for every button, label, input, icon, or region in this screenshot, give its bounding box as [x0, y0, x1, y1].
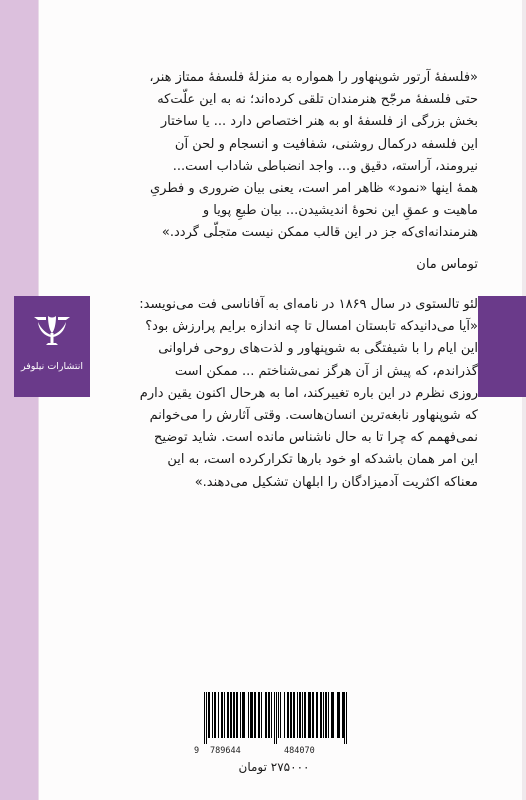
- barcode-bar: [261, 692, 262, 738]
- barcode-bar: [221, 692, 223, 738]
- barcode-bar: [320, 692, 322, 738]
- barcode-bar: [268, 692, 270, 738]
- quote-author: توماس مان: [416, 257, 478, 272]
- barcode-guard-bar: [204, 692, 205, 744]
- quote-line: این امر همان باشدکه او خود بارها تکرارکرده است، به این: [167, 452, 478, 468]
- publisher-name: انتشارات نیلوفر: [20, 361, 84, 372]
- isbn-number: [196, 746, 352, 758]
- quote-line: بخش بزرگی از فلسفهٔ او به هنر اختصاص دارد ... یا ساختار: [160, 114, 478, 130]
- isbn-group-left: 789644: [210, 746, 241, 756]
- publisher-logo: [14, 296, 90, 397]
- quote-line: این فلسفه درکمال روشنی، شفافیت و انسجام و لحن آن: [174, 136, 478, 152]
- barcode-bar: [248, 692, 249, 738]
- quote-line: ماهیت و عمقِ این نحوهٔ اندیشیدن... بیان طبعِ پویا و: [202, 203, 478, 219]
- quote-line: «آیا می‌دانیدکه تابستان امسال تا چه اندازه برایم پرارزش بود؟: [145, 319, 478, 335]
- barcode-bar: [280, 692, 281, 738]
- barcode-guard-bar: [274, 692, 275, 744]
- barcode-bar: [258, 692, 260, 738]
- barcode-bar: [304, 692, 306, 738]
- barcode-bar: [284, 692, 285, 738]
- barcode-guard-bar: [346, 692, 347, 744]
- quote-line: «فلسفهٔ آرتور شوپنهاور را همواره به منزلهٔ فلسفهٔ ممتاز هنر،: [149, 70, 478, 85]
- barcode-bar: [328, 692, 329, 738]
- barcode-guard-bar: [276, 692, 277, 744]
- barcode-bar: [302, 692, 303, 738]
- barcode-bar: [293, 692, 295, 738]
- barcode-bar: [233, 692, 235, 738]
- barcode-bar: [242, 692, 245, 738]
- barcode-bar: [227, 692, 229, 738]
- barcode-bar: [218, 692, 219, 738]
- quote-line: لئو تالستوی در سال ۱۸۶۹ در نامه‌ای به آفاناسی فت می‌نویسد:: [139, 297, 478, 312]
- barcode-bar: [331, 692, 334, 738]
- barcode-bar: [337, 692, 340, 738]
- isbn-group-right: 484070: [284, 746, 315, 756]
- quote-line: همهٔ اینها «نمود» ظاهر امر است، یعنی بیان ضروری و فطریِ: [149, 181, 478, 197]
- barcode-bar: [254, 692, 256, 738]
- quote-line: نیرومند، آراسته، دقیق و... واجد انضباطی شاداب است...: [172, 158, 478, 174]
- barcode-bar: [278, 692, 279, 738]
- thomas-mann-quote: [78, 67, 478, 245]
- quote-line: هنرمندانه‌ای‌که جز در این قالب ممکن نیست متجلّی گردد.»: [161, 225, 478, 241]
- tolstoy-quote: [78, 294, 478, 494]
- barcode-guard-bar: [344, 692, 345, 744]
- quote-line: روزی نظرم در این باره تغییرکند، اما به هرحال اکنون یقین دارم: [139, 385, 478, 401]
- decorative-tab: [478, 296, 526, 397]
- page-edge: [522, 0, 526, 800]
- cover-spine-band: [0, 0, 38, 800]
- barcode-bar: [299, 692, 301, 738]
- barcode-bar: [230, 692, 232, 738]
- quote-line: معناکه اکثریت آدمیزادگان را ابلهان تشکیل می‌دهند.»: [194, 474, 478, 490]
- barcode-bar: [214, 692, 216, 738]
- barcode-bar: [290, 692, 292, 738]
- barcode-bar: [287, 692, 289, 738]
- barcode-bar: [236, 692, 238, 738]
- barcode-bar: [323, 692, 324, 738]
- quote-line: گذراندم، که پیش از آن هرگز نمی‌شناختم ... ممکن است: [174, 363, 478, 379]
- barcode-bar: [212, 692, 213, 738]
- barcode-bar: [342, 692, 344, 738]
- price-label: ۲۷۵۰۰۰ تومان: [238, 760, 310, 774]
- barcode-bar: [224, 692, 225, 738]
- barcode-bar: [271, 692, 272, 738]
- barcode-bar: [316, 692, 318, 738]
- barcode-bar: [208, 692, 210, 738]
- barcode-guard-bar: [206, 692, 207, 744]
- isbn-prefix: 9: [194, 746, 200, 756]
- quote-line: این ایام را با شیفتگی به شوپنهاور و لذت‌های روحی فراوانی: [158, 341, 478, 357]
- barcode-bar: [250, 692, 253, 738]
- barcode-bar: [308, 692, 311, 738]
- isbn-barcode: [196, 692, 352, 752]
- quote-line: حتی فلسفهٔ مرجّح هنرمندان تلقی کرده‌اند؛ نه به این علّت‌که: [157, 92, 478, 108]
- barcode-bar: [312, 692, 314, 738]
- barcode-bar: [325, 692, 327, 738]
- spine-fold-line: [38, 0, 39, 800]
- quote-line: نمی‌فهمم که چرا تا به حال ناشناس مانده است. شاید توضیح: [153, 430, 478, 446]
- barcode-bar: [265, 692, 267, 738]
- barcode-bar: [240, 692, 241, 738]
- quote-line: که شوپنهاور نابغه‌ترین انسان‌هاست. وقتی آثارش را می‌خوانم: [149, 408, 478, 424]
- barcode-bar: [297, 692, 298, 738]
- niloofar-lily-icon: [32, 313, 72, 347]
